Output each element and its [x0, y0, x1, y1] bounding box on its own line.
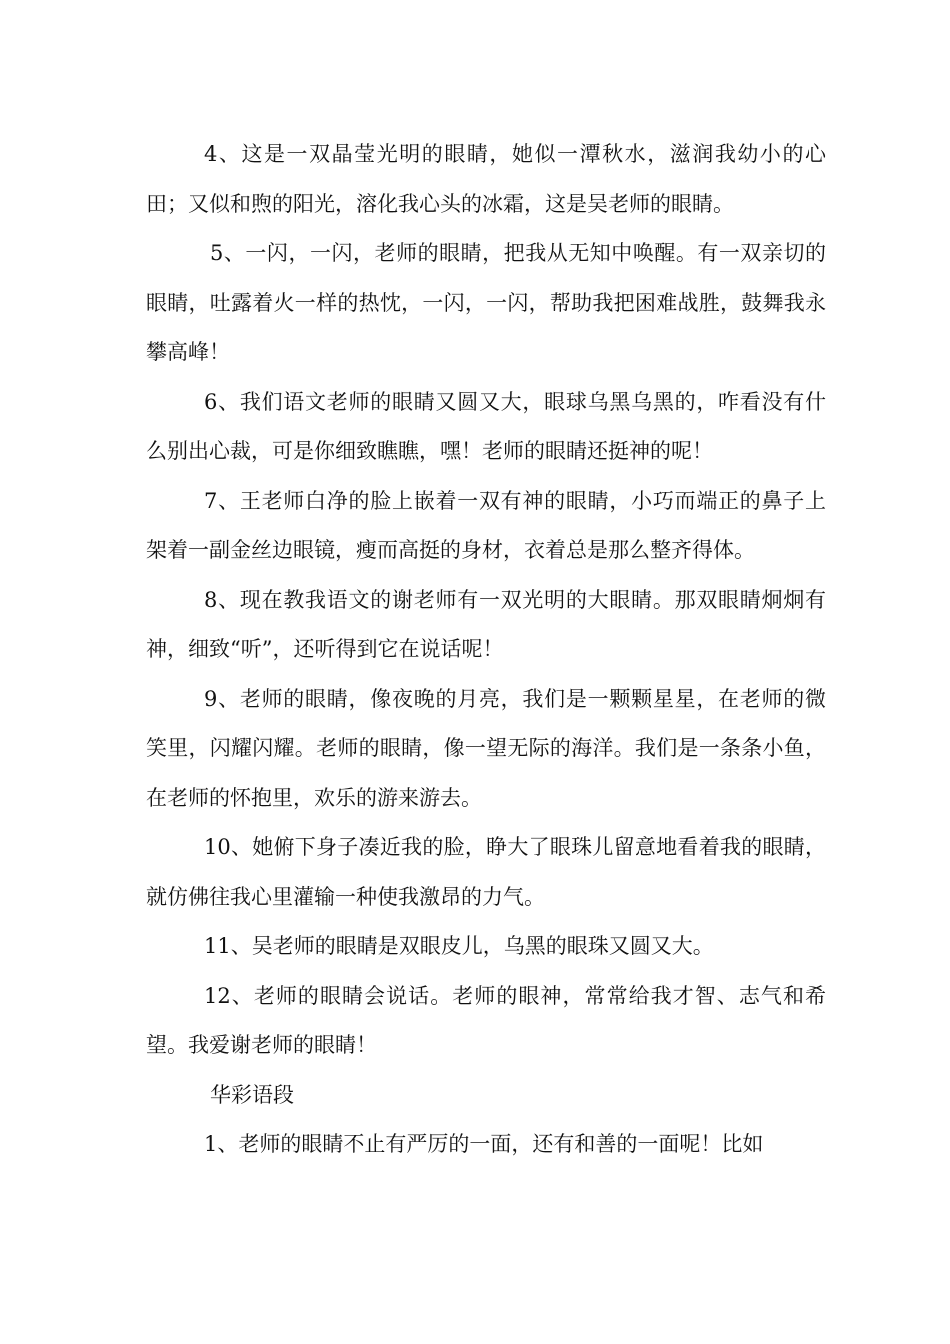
document-body — [146, 130, 826, 1170]
paragraph-7: 7、王老师白净的脸上嵌着一双有神的眼睛，小巧而端正的鼻子上架着一副金丝边眼镜，瘦而高挺的身材，衣着总是那么整齐得体。 — [146, 488, 826, 562]
paragraph-highlight-1: 1、老师的眼睛不止有严厉的一面，还有和善的一面呢！比如 — [204, 1132, 764, 1156]
paragraph-9: 9、老师的眼睛，像夜晚的月亮，我们是一颗颗星星，在老师的微笑里，闪耀闪耀。老师的眼睛，像一望无际的海洋。我们是一条条小鱼，在老师的怀抱里，欢乐的游来游去。 — [146, 686, 826, 810]
paragraph-4: 4、这是一双晶莹光明的眼睛，她似一潭秋水，滋润我幼小的心田；又似和煦的阳光，溶化我心头的冰霜，这是吴老师的眼睛。 — [146, 142, 826, 216]
paragraph-5: 5、一闪，一闪，老师的眼睛，把我从无知中唤醒。有一双亲切的眼睛，吐露着火一样的热忱，一闪，一闪，帮助我把困难战胜，鼓舞我永攀高峰！ — [146, 241, 826, 364]
paragraph-8: 8、现在教我语文的谢老师有一双光明的大眼睛。那双眼睛炯炯有神，细致“听”，还听得到它在说话呢！ — [146, 587, 826, 661]
section-heading: 华彩语段 — [210, 1082, 294, 1107]
paragraph-6: 6、我们语文老师的眼睛又圆又大，眼球乌黑乌黑的，咋看没有什么别出心裁，可是你细致瞧瞧，嘿！老师的眼睛还挺神的呢！ — [146, 389, 826, 463]
paragraph-12: 12、老师的眼睛会说话。老师的眼神，常常给我才智、志气和希望。我爱谢老师的眼睛！ — [146, 983, 826, 1057]
paragraph-11: 11、吴老师的眼睛是双眼皮儿，乌黑的眼珠又圆又大。 — [204, 934, 714, 958]
paragraph-10: 10、她俯下身子凑近我的脸，睁大了眼珠儿留意地看着我的眼睛，就仿佛往我心里灌输一种使我激昂的力气。 — [146, 835, 826, 909]
